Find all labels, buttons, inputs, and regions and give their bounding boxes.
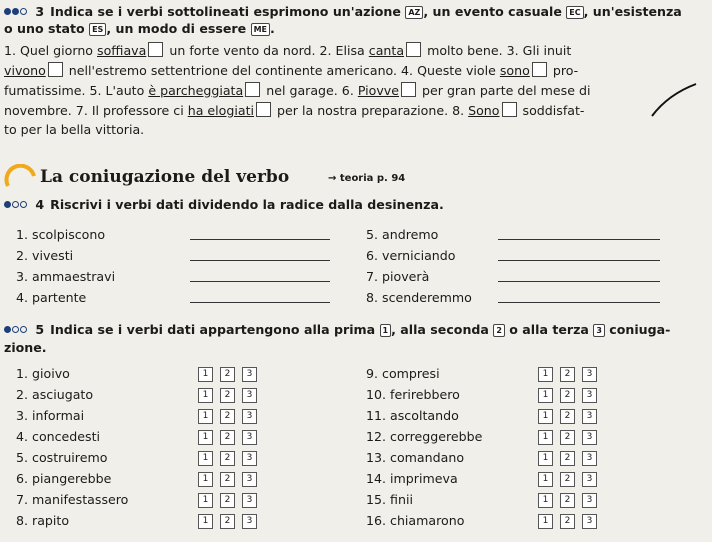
list-item: 2. vivesti (16, 248, 74, 263)
tag-az: AZ (405, 6, 423, 19)
list-item: 8. scenderemmo (366, 290, 472, 305)
conj-option-1[interactable]: 1 (538, 367, 553, 382)
pen-stroke-icon (650, 80, 700, 120)
list-item: 1. scolpiscono (16, 227, 106, 242)
answer-box[interactable] (256, 102, 271, 117)
conj-option-1[interactable]: 1 (198, 451, 213, 466)
conj-choice-group (198, 472, 257, 487)
conj-option-1[interactable]: 1 (198, 514, 213, 529)
answer-box[interactable] (148, 42, 163, 57)
verb-underlined: soffiava (97, 43, 147, 58)
answer-box[interactable] (48, 62, 63, 77)
list-item: 9. compresi (366, 366, 440, 381)
conj-option-2[interactable]: 2 (560, 388, 575, 403)
ex5-instruction-line1: 5 Indica se i verbi dati appartengono alla prima 1 , alla seconda 2 o alla terza 3 coniuga- (4, 321, 670, 337)
list-item: 5. costruiremo (16, 450, 108, 465)
conj-option-1[interactable]: 1 (198, 430, 213, 445)
list-item: 1. gioivo (16, 366, 70, 381)
conj-option-2[interactable]: 2 (220, 409, 235, 424)
ex5-instruction-line2: zione. (4, 340, 47, 355)
conj-choice-group (538, 430, 597, 445)
answer-line[interactable] (190, 281, 330, 282)
conj-tag-1: 1 (380, 324, 392, 337)
answer-line[interactable] (190, 239, 330, 240)
conj-option-3[interactable]: 3 (242, 409, 257, 424)
ex4-instruction: 4 Riscrivi i verbi dati dividendo la radice dalla desinenza. (4, 196, 444, 212)
verb-underlined: vivono (4, 63, 46, 78)
list-item: 5. andremo (366, 227, 439, 242)
conj-option-3[interactable]: 3 (242, 493, 257, 508)
list-item: 15. finii (366, 492, 413, 507)
conj-option-1[interactable]: 1 (538, 451, 553, 466)
answer-box[interactable] (406, 42, 421, 57)
verb-underlined: è parcheggiata (148, 83, 244, 98)
verb-underlined: canta (368, 43, 405, 58)
conj-option-2[interactable]: 2 (220, 493, 235, 508)
conj-option-1[interactable]: 1 (538, 514, 553, 529)
list-item: 7. manifestassero (16, 492, 129, 507)
ex3-text-line4: novembre. 7. Il professore ci ha elogiati per la nostra preparazione. 8. Sono soddisfat- (4, 103, 585, 118)
conj-option-2[interactable]: 2 (220, 472, 235, 487)
exercise-number: 5 (35, 322, 45, 337)
conj-choice-group (538, 409, 597, 424)
list-item: 6. piangerebbe (16, 471, 112, 486)
conj-choice-group (198, 367, 257, 382)
conj-option-3[interactable]: 3 (582, 430, 597, 445)
conj-option-2[interactable]: 2 (560, 493, 575, 508)
tag-me: ME (251, 23, 270, 36)
verb-underlined: ha elogiati (187, 103, 255, 118)
conj-option-3[interactable]: 3 (582, 472, 597, 487)
conj-option-3[interactable]: 3 (582, 409, 597, 424)
conj-option-2[interactable]: 2 (560, 451, 575, 466)
conj-choice-group (198, 451, 257, 466)
section-title: La coniugazione del verbo (40, 167, 290, 187)
conj-option-1[interactable]: 1 (538, 472, 553, 487)
difficulty-dots (4, 196, 28, 211)
list-item: 10. ferirebbero (366, 387, 460, 402)
conj-option-1[interactable]: 1 (198, 367, 213, 382)
conj-tag-2: 2 (493, 324, 505, 337)
conj-choice-group (538, 472, 597, 487)
conj-option-1[interactable]: 1 (198, 472, 213, 487)
theory-reference[interactable]: → teoria p. 94 (328, 173, 406, 184)
difficulty-dots (4, 321, 28, 336)
conj-option-2[interactable]: 2 (220, 430, 235, 445)
answer-line[interactable] (190, 302, 330, 303)
list-item: 12. correggerebbe (366, 429, 483, 444)
conj-option-2[interactable]: 2 (560, 430, 575, 445)
conj-choice-group (198, 388, 257, 403)
conj-choice-group (538, 388, 597, 403)
list-item: 13. comandano (366, 450, 465, 465)
list-item: 11. ascoltando (366, 408, 459, 423)
answer-box[interactable] (502, 102, 517, 117)
conj-option-2[interactable]: 2 (220, 388, 235, 403)
ex3-text-line5: to per la bella vittoria. (4, 122, 145, 137)
conj-choice-group (198, 493, 257, 508)
conj-option-1[interactable]: 1 (198, 388, 213, 403)
answer-line[interactable] (498, 302, 660, 303)
answer-line[interactable] (498, 260, 660, 261)
ex3-text-line3: fumatissime. 5. L'auto è parcheggiata nel garage. 6. Piovve per gran parte del mese di (4, 83, 591, 98)
conj-choice-group (538, 493, 597, 508)
list-item: 16. chiamarono (366, 513, 465, 528)
answer-line[interactable] (498, 281, 660, 282)
answer-box[interactable] (245, 82, 260, 97)
answer-box[interactable] (401, 82, 416, 97)
list-item: 2. asciugato (16, 387, 94, 402)
conj-choice-group (198, 409, 257, 424)
answer-line[interactable] (190, 260, 330, 261)
verb-underlined: sono (499, 63, 530, 78)
conj-option-3[interactable]: 3 (582, 367, 597, 382)
conj-choice-group (538, 514, 597, 529)
verb-underlined: Sono (468, 103, 500, 118)
conj-option-2[interactable]: 2 (220, 514, 235, 529)
exercise-number: 3 (35, 4, 45, 19)
conj-choice-group (538, 451, 597, 466)
list-item: 8. rapito (16, 513, 70, 528)
conj-option-3[interactable]: 3 (582, 514, 597, 529)
conj-option-3[interactable]: 3 (582, 493, 597, 508)
conj-option-1[interactable]: 1 (538, 493, 553, 508)
list-item: 3. informai (16, 408, 85, 423)
ex3-text-line2: vivono nell'estremo settentrione del continente americano. 4. Queste viole sono pro- (4, 63, 579, 78)
conj-option-3[interactable]: 3 (242, 367, 257, 382)
conj-option-1[interactable]: 1 (538, 430, 553, 445)
conj-option-3[interactable]: 3 (242, 514, 257, 529)
conj-option-3[interactable]: 3 (582, 388, 597, 403)
tag-es: ES (89, 23, 106, 36)
conj-choice-group (198, 514, 257, 529)
conj-choice-group (538, 367, 597, 382)
difficulty-dots (4, 3, 28, 18)
conj-option-3[interactable]: 3 (242, 472, 257, 487)
arrow-right-icon: → (328, 173, 340, 184)
ex3-instruction-line2: o uno stato ES , un modo di essere ME . (4, 21, 275, 36)
conj-option-2[interactable]: 2 (560, 409, 575, 424)
conj-option-1[interactable]: 1 (538, 388, 553, 403)
answer-box[interactable] (532, 62, 547, 77)
list-item: 7. pioverà (366, 269, 430, 284)
conj-tag-3: 3 (593, 324, 605, 337)
conj-option-2[interactable]: 2 (560, 472, 575, 487)
answer-line[interactable] (498, 239, 660, 240)
list-item: 4. concedesti (16, 429, 101, 444)
conj-choice-group (198, 430, 257, 445)
ex3-text-line1: 1. Quel giorno soffiava un forte vento da nord. 2. Elisa canta molto bene. 3. Gli inuit (4, 43, 572, 58)
conj-option-1[interactable]: 1 (198, 409, 213, 424)
conj-option-1[interactable]: 1 (198, 493, 213, 508)
ex3-instruction-line1: 3 Indica se i verbi sottolineati esprimono un'azione AZ , un evento casuale EC , un'esistenza (4, 3, 682, 19)
conj-option-3[interactable]: 3 (242, 388, 257, 403)
conj-option-2[interactable]: 2 (560, 367, 575, 382)
conj-option-3[interactable]: 3 (242, 451, 257, 466)
conj-option-2[interactable]: 2 (560, 514, 575, 529)
conj-option-2[interactable]: 2 (220, 367, 235, 382)
verb-underlined: Piovve (357, 83, 400, 98)
list-item: 6. verniciando (366, 248, 456, 263)
conj-option-2[interactable]: 2 (220, 451, 235, 466)
list-item: 14. imprimeva (366, 471, 458, 486)
section-arc-icon (2, 164, 38, 190)
conj-option-3[interactable]: 3 (582, 451, 597, 466)
conj-option-1[interactable]: 1 (538, 409, 553, 424)
list-item: 3. ammaestravi (16, 269, 116, 284)
exercise-number: 4 (35, 197, 45, 212)
list-item: 4. partente (16, 290, 87, 305)
conj-option-3[interactable]: 3 (242, 430, 257, 445)
tag-ec: EC (566, 6, 583, 19)
